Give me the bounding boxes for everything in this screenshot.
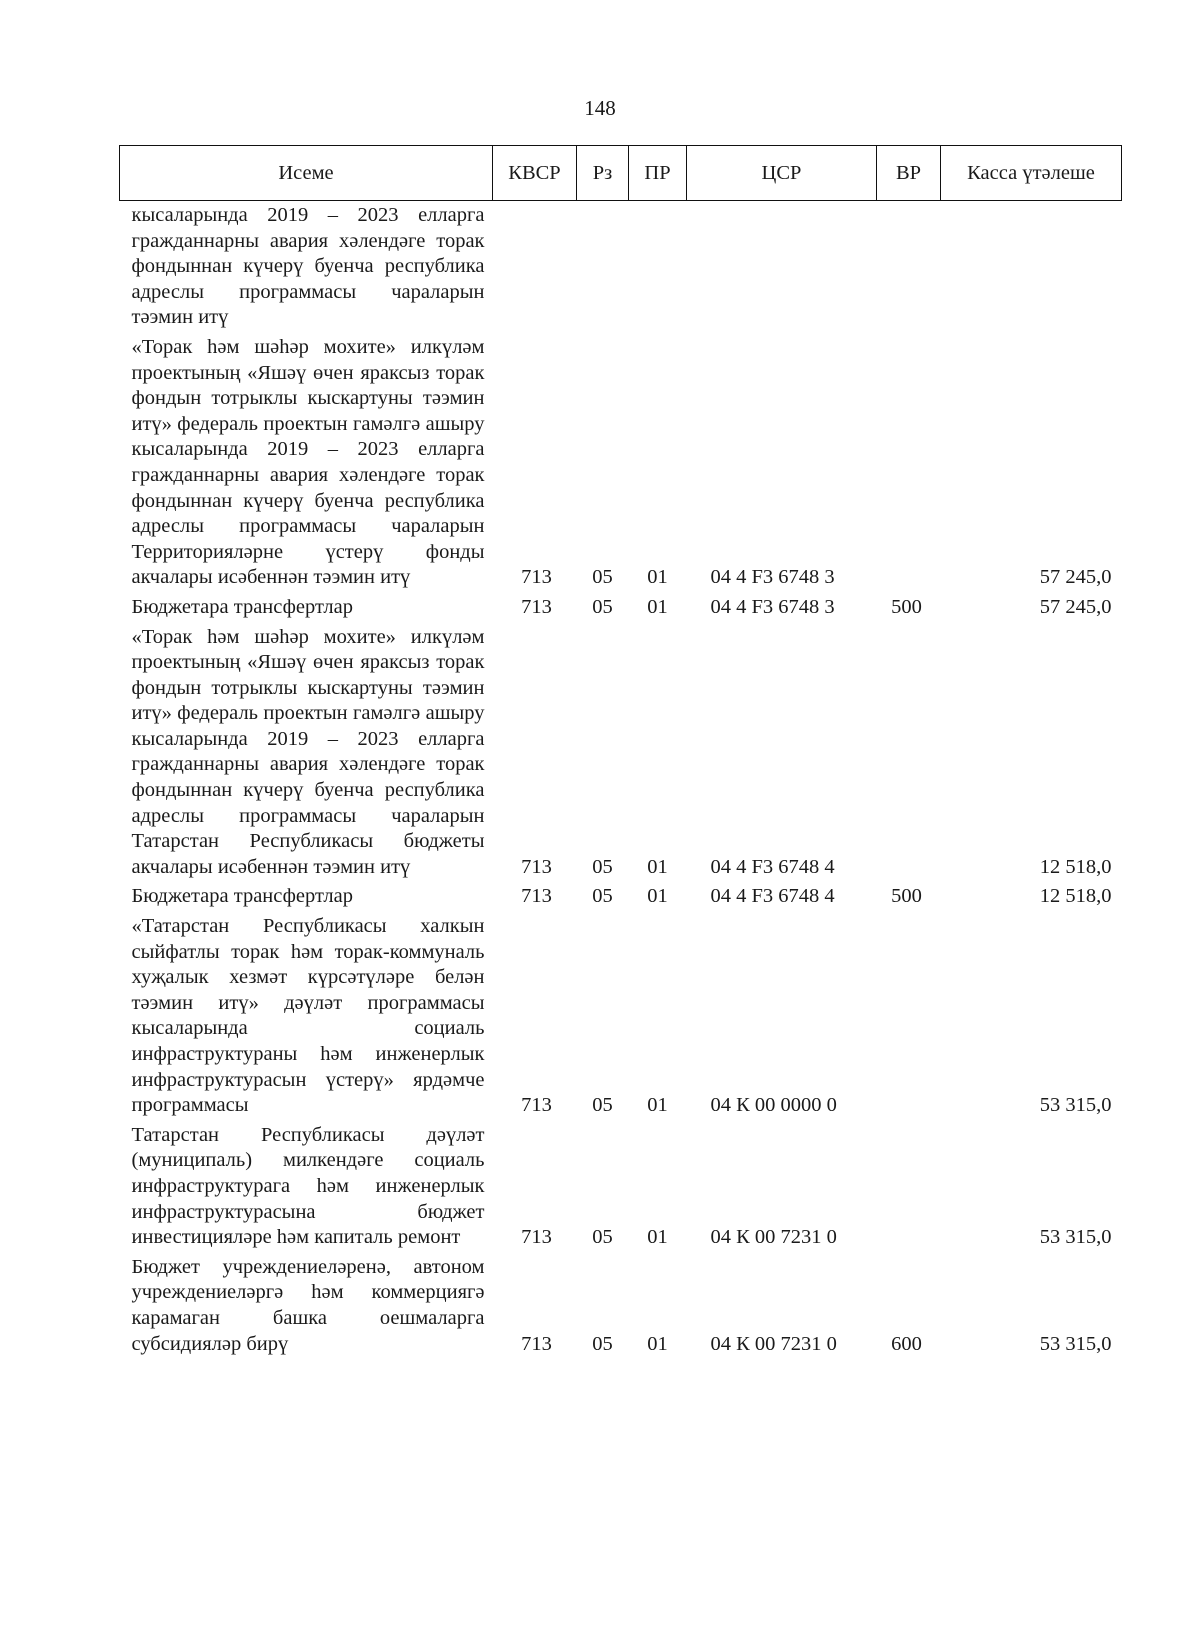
budget-table (119, 145, 1122, 1357)
row-kassa-cell: 12 518,0 (1039, 885, 1112, 908)
budget-table-container (119, 145, 1121, 1357)
row-csr-cell: 04 4 F3 6748 4 (710, 885, 835, 908)
row-pr-cell: 01 (647, 566, 668, 589)
table-row (120, 331, 1122, 591)
row-csr-cell: 04 4 F3 6748 3 (710, 595, 835, 618)
row-kvsr-cell: 713 (521, 1094, 552, 1117)
row-rz-cell: 05 (592, 885, 613, 908)
row-kvsr-cell: 713 (521, 566, 552, 589)
row-csr-cell (687, 201, 877, 331)
row-vr-cell: 500 (891, 595, 922, 618)
row-kassa-cell: 53 315,0 (1039, 1332, 1112, 1355)
row-name-cell: Бюджет учреждениеләренә, автоном учреждениеләргә һәм коммерциягә карамаган башка оешмаларга субсидияләр бирү (131, 1255, 485, 1355)
row-pr-cell: 01 (647, 1226, 668, 1249)
row-kassa-cell: 57 245,0 (1039, 595, 1112, 618)
row-vr-cell (877, 331, 941, 591)
row-name-cell: Татарстан Республикасы дәүләт (муниципаль) милкендәге социаль инфраструктурага һәм инженерлык инфраструктурасына бюджет инвестицияләре һәм капиталь ремонт (131, 1123, 485, 1249)
table-row (120, 1251, 1122, 1357)
row-kassa-cell: 12 518,0 (1039, 855, 1112, 878)
row-csr-cell: 04 4 F3 6748 3 (710, 566, 835, 589)
row-pr-cell: 01 (647, 1332, 668, 1355)
row-pr-cell (629, 201, 687, 331)
header-rz: Рз (577, 146, 629, 201)
row-name-cell: Бюджетара трансфертлар (131, 885, 354, 908)
table-row (120, 910, 1122, 1119)
header-csr: ЦСР (687, 146, 877, 201)
row-kvsr-cell: 713 (521, 885, 552, 908)
table-row (120, 201, 1122, 331)
row-rz-cell: 05 (592, 566, 613, 589)
row-vr-cell: 600 (891, 1332, 922, 1355)
table-row (120, 621, 1122, 881)
table-row (120, 591, 1122, 621)
row-vr-cell (877, 1119, 941, 1251)
row-name-cell: «Татарстан Республикасы халкын сыйфатлы торак һәм торак-коммуналь хуҗалык хезмәт күрсәтүләре белән тәэмин итү» дәүләт программасы кысаларында социаль инфраструктураны һәм инженерлык инфраструктурасын үстерү» ярдәмче программасы (131, 915, 485, 1117)
row-rz-cell: 05 (592, 1332, 613, 1355)
table-body (120, 201, 1122, 1358)
row-rz-cell: 05 (592, 1094, 613, 1117)
row-kvsr-cell: 713 (521, 1332, 552, 1355)
row-pr-cell: 01 (647, 885, 668, 908)
row-name-cell: Бюджетара трансфертлар (131, 595, 354, 618)
row-vr-cell (877, 201, 941, 331)
row-kassa-cell: 53 315,0 (1039, 1226, 1112, 1249)
row-csr-cell: 04 4 F3 6748 4 (710, 855, 835, 878)
row-kvsr-cell: 713 (521, 855, 552, 878)
row-name-cell: «Торак һәм шәһәр мохите» илкүләм проектының «Яшәү өчен яраксыз торак фондын тотрыклы кыскартуны тәэмин итү» федераль проектын гамәлгә ашыру кысаларында 2019 – 2023 елларга гражданнарны авария хәлендәге торак фондыннан күчерү буенча республика адреслы программасы чараларын Татарстан Республикасы бюджеты акчалары исәбеннән тәэмин итү (131, 625, 485, 878)
row-name-cell: кысаларында 2019 – 2023 елларга гражданнарны авария хәлендәге торак фондыннан күчерү буенча республика адреслы программасы чараларын тәэмин итү (131, 204, 485, 329)
row-rz-cell: 05 (592, 595, 613, 618)
row-csr-cell: 04 К 00 0000 0 (710, 1094, 837, 1117)
header-kassa: Касса үтәлеше (941, 146, 1122, 201)
row-kvsr-cell (493, 201, 577, 331)
table-row (120, 880, 1122, 910)
row-csr-cell: 04 К 00 7231 0 (710, 1332, 837, 1355)
table-header (120, 146, 1122, 201)
row-pr-cell: 01 (647, 855, 668, 878)
row-pr-cell: 01 (647, 1094, 668, 1117)
table-row (120, 1119, 1122, 1251)
row-vr-cell (877, 910, 941, 1119)
header-vr: ВР (877, 146, 941, 201)
row-kvsr-cell: 713 (521, 1226, 552, 1249)
row-kassa-cell: 53 315,0 (1039, 1094, 1112, 1117)
row-vr-cell: 500 (891, 885, 922, 908)
row-name-cell: «Торак һәм шәһәр мохите» илкүләм проектының «Яшәү өчен яраксыз торак фондын тотрыклы кыскартуны тәэмин итү» федераль проектын гамәлгә ашыру кысаларында 2019 – 2023 елларга гражданнарны авария хәлендәге торак фондыннан күчерү буенча республика адреслы программасы чараларын Территорияләрне үстерү фонды акчалары исәбеннән тәэмин итү (131, 335, 485, 589)
row-rz-cell: 05 (592, 855, 613, 878)
row-rz-cell (577, 201, 629, 331)
row-vr-cell (877, 621, 941, 881)
row-csr-cell: 04 К 00 7231 0 (710, 1226, 837, 1249)
row-rz-cell: 05 (592, 1226, 613, 1249)
row-kassa-cell: 57 245,0 (1039, 566, 1112, 589)
row-kassa-cell (941, 201, 1122, 331)
header-name: Исеме (120, 146, 493, 201)
header-kvsr: КВСР (493, 146, 577, 201)
page-number: 148 (584, 96, 616, 120)
header-pr: ПР (629, 146, 687, 201)
header-row (120, 146, 1122, 201)
row-pr-cell: 01 (647, 595, 668, 618)
row-kvsr-cell: 713 (521, 595, 552, 618)
